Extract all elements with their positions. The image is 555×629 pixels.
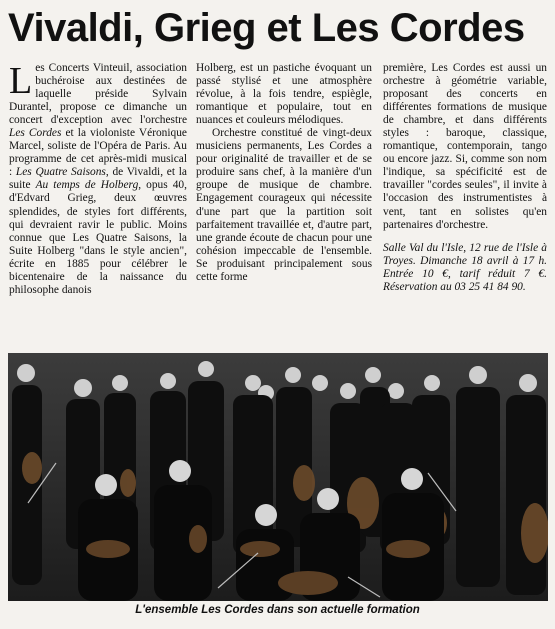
text-run: , opus 40, d'Edvard Grieg, deux œuvres splendides, de styles fort différents, qui devraient ravir le public. Moins connue que Les Quatre Saisons, la Suite Holberg "dans le style ancien", écrite en 1885 pour célébrer le bicentenaire de la naissance du philosophe danois [9,179,187,296]
photo-caption: L'ensemble Les Cordes dans son actuelle formation [135,604,420,616]
ensemble-photo [8,353,548,601]
article-column-3 [383,62,547,294]
work-title-vivaldi: Les Quatre Saisons [15,166,106,179]
paragraph: Holberg, est un pastiche évoquant un passé stylisé et une atmosphère révolue, à la fois tendre, espiègle, romantique et populaire, tout en nuances et couleurs mélodiques. [196,62,372,127]
article-column-1 [9,62,187,297]
work-title-grieg: Au temps de Holberg [35,179,139,192]
paragraph: Orchestre constitué de vingt-deux musiciens permanents, Les Cordes a pour originalité de travailler et de se produire sans chef, à la manière d'un groupe de musique de chambre. Engagement courageux qui nécessite d'une part que la partition soit parfaitement travaillée et, d'autre part, une grande écoute de chacun pour une cohésion impeccable de l'ensemble. Se produisant principalement sous cette forme [196,127,372,283]
article-column-2 [196,62,372,284]
paragraph [9,62,187,297]
text-run: et la violoniste Véronique Marcel, soliste de l'Opéra de Paris. Au programme de cet après-midi musical : [9,127,187,179]
orchestra-name: Les Cordes [9,127,62,140]
photo-illustration [8,353,548,601]
event-info: Salle Val du l'Isle, 12 rue de l'Isle à Troyes. Dimanche 18 avril à 17 h. Entrée 10 €, tarif réduit 7 €. Réservation au 03 25 41 84 90. [383,241,547,293]
text-run: es Concerts Vinteuil, association buchéroise aux destinées de laquelle préside Sylvain Durantel, propose ce dimanche un concert d'exception avec l'orchestre [9,62,187,127]
paragraph: première, Les Cordes est aussi un orchestre à géométrie variable, proposant des concerts en différentes formations de musique de chambre, et dans différents styles : baroque, classique, romantique, contemporain, tango ou encore jazz. Si, comme son nom l'indique, sa spécificité est de travailler "cordes seules", il invite à l'occasion des instrumentistes à vent, tant en solistes qu'en partenaires d'orchestre. [383,62,547,231]
text-run: , de Vivaldi, et la suite [9,166,187,192]
drop-cap: L [9,60,33,102]
headline: Vivaldi, Grieg et Les Cordes [8,6,525,50]
